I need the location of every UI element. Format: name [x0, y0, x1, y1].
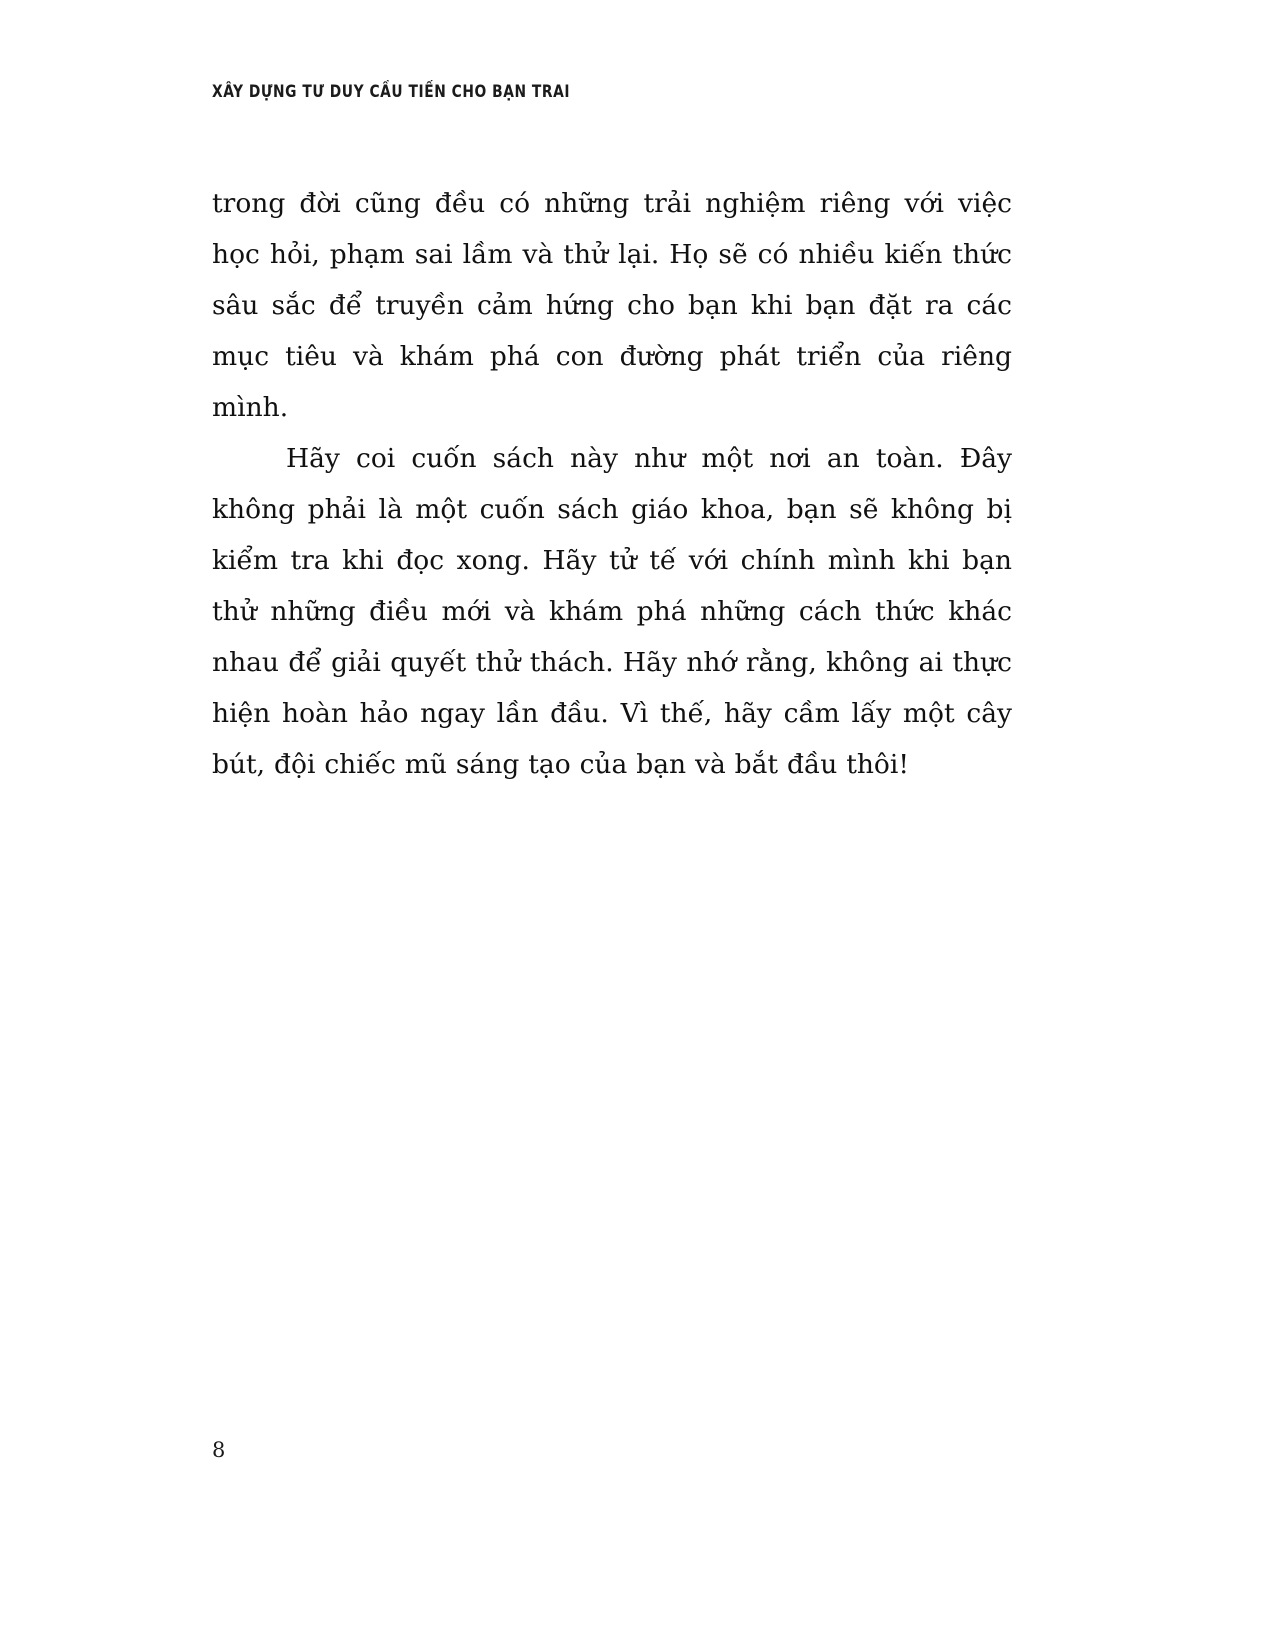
paragraph: trong đời cũng đều có những trải nghiệm riêng với việc học hỏi, phạm sai lầm và thử lại. Họ sẽ có nhiều kiến thức sâu sắc để truyền cảm hứng cho bạn khi bạn đặt ra các mục tiêu và khám phá con đường phát triển của riêng mình.	[212, 188, 1012, 423]
paragraph: Hãy coi cuốn sách này như một nơi an toàn. Đây không phải là một cuốn sách giáo khoa, bạn sẽ không bị kiểm tra khi đọc xong. Hãy tử tế với chính mình khi bạn thử những điều mới và khám phá những cách thức khác nhau để giải quyết thử thách. Hãy nhớ rằng, không ai thực hiện hoàn hảo ngay lần đầu. Vì thế, hãy cầm lấy một cây bút, đội chiếc mũ sáng tạo của bạn và bắt đầu thôi!	[212, 443, 1012, 780]
body-text	[212, 178, 1012, 790]
page-number: 8	[212, 1438, 226, 1462]
running-head: XÂY DỰNG TƯ DUY CẦU TIẾN CHO BẠN TRAI	[212, 82, 571, 101]
